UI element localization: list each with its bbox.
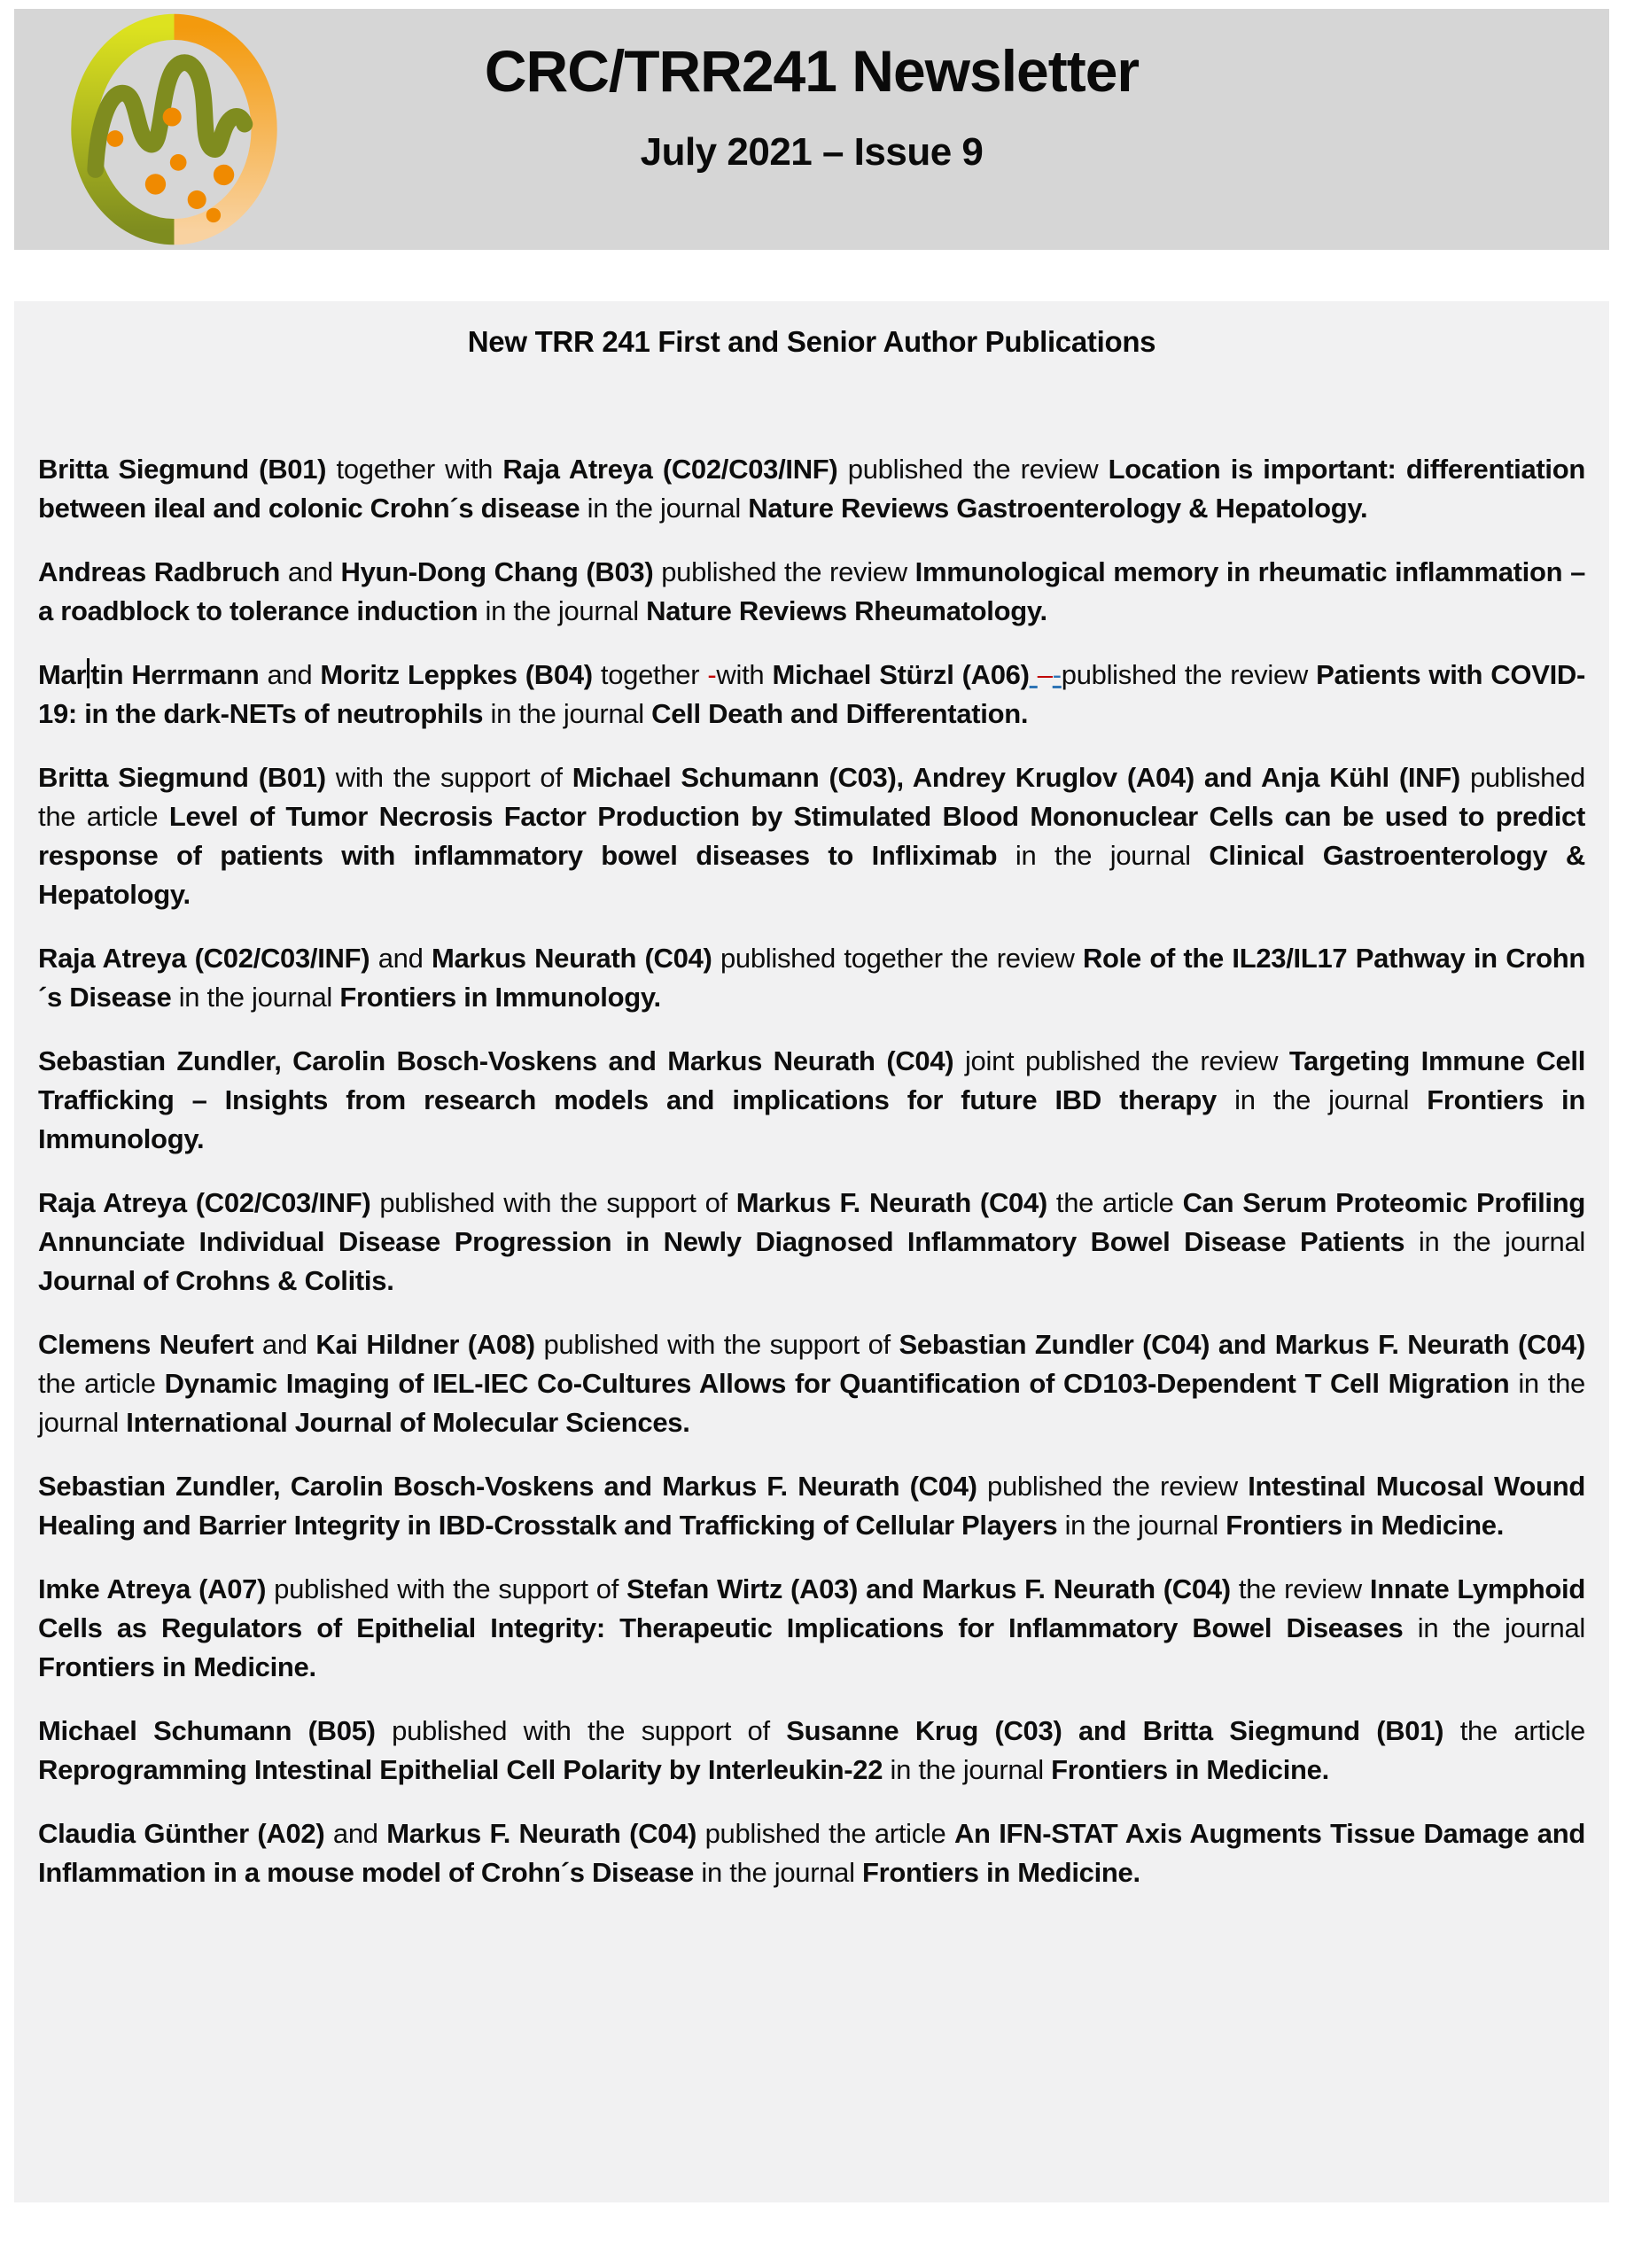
text-segment: Frontiers in Medicine. [862, 1857, 1140, 1888]
text-segment: Intestinal Mucosal Wound Healing and Barrier Integrity in IBD-Crosstalk and Trafficking of Cellular Players [38, 1471, 1585, 1541]
text-segment: Britta Siegmund (B01) [38, 762, 326, 793]
text-segment: Raja Atreya (C02/C03/INF) [38, 943, 370, 974]
text-segment: the article [38, 1368, 165, 1399]
publication-paragraph[interactable] [38, 450, 1585, 528]
text-segment: the article [1047, 1187, 1183, 1218]
text-segment: published the article [38, 762, 1585, 832]
text-segment: in the journal [580, 493, 749, 524]
text-segment: Frontiers in Medicine. [38, 1651, 316, 1682]
text-segment: Imke Atreya (A07) [38, 1573, 267, 1604]
text-segment: Hyun-Dong Chang (B03) [340, 556, 654, 587]
logo-dot [206, 208, 221, 222]
publications-section [14, 301, 1609, 2202]
text-segment: - [1052, 659, 1062, 690]
text-segment: published with the support of [534, 1329, 899, 1360]
text-segment: Michael Schumann (B05) [38, 1715, 376, 1746]
text-segment: Dynamic Imaging of IEL-IEC Co-Cultures Allows for Quantification of CD103-Dependent T Cell Migration [164, 1368, 1510, 1399]
text-segment: Michael Stürzl (A06) [772, 659, 1030, 690]
text-segment: in the journal [1404, 1226, 1585, 1257]
text-segment: Sebastian Zundler, Carolin Bosch-Voskens and Markus Neurath (C04) [38, 1045, 954, 1076]
text-segment: Role of the IL23/IL17 Pathway in Crohn´s Disease [38, 943, 1585, 1013]
publication-paragraph[interactable] [38, 939, 1585, 1017]
text-segment: in the journal [997, 840, 1210, 871]
text-segment: with the support of [325, 762, 572, 793]
publication-paragraph[interactable] [38, 1712, 1585, 1790]
text-segment: Patients with COVID-19: in the dark-NETs of neutrophils [38, 659, 1586, 729]
text-segment: published the review [977, 1471, 1249, 1502]
text-segment: published the review [653, 556, 915, 587]
text-segment: and [253, 1329, 316, 1360]
text-segment: An IFN-STAT Axis Augments Tissue Damage and Inflammation in a mouse model of Crohn´s Disease [38, 1818, 1585, 1888]
text-segment: in the journal [171, 982, 340, 1013]
text-segment: Moritz Leppkes (B04) [320, 659, 593, 690]
header-titles [14, 9, 1609, 175]
publication-paragraph[interactable] [38, 1814, 1585, 1892]
text-segment: Journal of Crohns & Colitis. [38, 1265, 394, 1296]
text-segment: Stefan Wirtz (A03) and Markus F. Neurath (C04) [626, 1573, 1231, 1604]
newsletter-header [14, 9, 1609, 250]
text-segment: Cell Death and Differentation. [651, 698, 1029, 729]
text-segment: Frontiers in Medicine. [1051, 1754, 1329, 1785]
text-segment: Innate Lymphoid Cells as Regulators of Epithelial Integrity: Therapeutic Implications for Inflammatory Bowel Diseases [38, 1573, 1585, 1643]
text-segment: Raja Atreya (C02/C03/INF) [38, 1187, 371, 1218]
text-segment: in the journal [883, 1754, 1052, 1785]
text-segment: in the journal [483, 698, 652, 729]
text-segment: International Journal of Molecular Sciences. [126, 1407, 690, 1438]
text-segment: Immunological memory in rheumatic inflammation – a roadblock to tolerance induction [38, 556, 1586, 626]
logo-dot [145, 174, 166, 194]
text-segment: Frontiers in Immunology. [339, 982, 661, 1013]
publication-paragraph[interactable] [38, 656, 1585, 734]
section-heading: New TRR 241 First and Senior Author Publications [467, 325, 1156, 358]
text-segment: in the journal [1217, 1084, 1428, 1115]
text-segment: in the journal [1403, 1612, 1586, 1643]
text-segment: tin Herrmann [90, 659, 260, 690]
text-segment: Targeting Immune Cell Trafficking – Insights from research models and implications for future IBD therapy [38, 1045, 1586, 1115]
text-segment: in the journal [694, 1857, 863, 1888]
text-segment: Sebastian Zundler (C04) and Markus F. Neurath (C04) [899, 1329, 1586, 1360]
text-segment [1030, 659, 1038, 690]
text-segment: in the journal [478, 595, 647, 626]
issue-subtitle: July 2021 – Issue 9 [640, 130, 984, 174]
text-segment: Claudia Günther (A02) [38, 1818, 325, 1849]
text-segment: Andreas Radbruch [38, 556, 281, 587]
text-segment: Reprogramming Intestinal Epithelial Cell Polarity by Interleukin-22 [38, 1754, 883, 1785]
logo-dot [188, 190, 206, 209]
text-segment: Mar [38, 659, 87, 690]
publication-paragraph[interactable] [38, 1184, 1585, 1301]
text-segment: Britta Siegmund (B01) [38, 454, 327, 485]
text-segment: the article [1443, 1715, 1585, 1746]
publication-paragraph[interactable] [38, 1570, 1585, 1687]
text-segment: together with [326, 454, 503, 485]
publication-paragraph[interactable] [38, 758, 1585, 914]
text-segment: Nature Reviews Gastroenterology & Hepatology. [748, 493, 1368, 524]
text-segment: Kai Hildner (A08) [315, 1329, 535, 1360]
text-segment: Clemens Neufert [38, 1329, 254, 1360]
text-segment: Sebastian Zundler, Carolin Bosch-Voskens and Markus F. Neurath (C04) [38, 1471, 977, 1502]
text-segment: Frontiers in Medicine. [1226, 1510, 1505, 1541]
text-segment: in the journal [1057, 1510, 1226, 1541]
text-segment: - [707, 659, 717, 690]
publication-paragraph[interactable] [38, 1325, 1585, 1442]
text-segment: published the review [837, 454, 1109, 485]
text-segment: published with the support of [375, 1715, 787, 1746]
text-segment: Frontiers in Immunology. [38, 1084, 1586, 1154]
text-segment: and [324, 1818, 387, 1849]
text-segment: Michael Schumann (C03), Andrey Kruglov (A04) and Anja Kühl (INF) [572, 762, 1460, 793]
text-segment: Location is important: differentiation between ileal and colonic Crohn´s disease [38, 454, 1585, 524]
publication-paragraph[interactable] [38, 1467, 1585, 1545]
text-segment: and [280, 556, 341, 587]
text-segment: with [716, 659, 773, 690]
publication-paragraph[interactable] [38, 553, 1585, 631]
text-segment: – [1037, 659, 1053, 690]
text-segment: Susanne Krug (C03) and Britta Siegmund (B01) [786, 1715, 1444, 1746]
text-segment: and [370, 943, 432, 974]
publication-paragraph[interactable] [38, 1042, 1585, 1159]
text-segment: published with the support of [266, 1573, 627, 1604]
text-segment: in the journal [38, 1368, 1585, 1438]
text-segment: Clinical Gastroenterology & Hepatology. [38, 840, 1585, 910]
publications-list[interactable] [38, 450, 1585, 1892]
text-segment: Nature Reviews Rheumatology. [646, 595, 1047, 626]
text-segment: together [592, 659, 708, 690]
text-segment: published together the review [712, 943, 1083, 974]
text-segment: Can Serum Proteomic Profiling Annunciate Individual Disease Progression in Newly Diagnosed Inflammatory Bowel Disease Patients [38, 1187, 1585, 1257]
text-segment: published with the support of [370, 1187, 736, 1218]
text-segment: Markus F. Neurath (C04) [386, 1818, 697, 1849]
text-segment: Markus Neurath (C04) [431, 943, 712, 974]
text-segment: the review [1230, 1573, 1370, 1604]
text-cursor-caret [87, 658, 89, 688]
text-segment: published the review [1061, 659, 1317, 690]
text-segment: Raja Atreya (C02/C03/INF) [502, 454, 838, 485]
page-title: CRC/TRR241 Newsletter [484, 38, 1140, 104]
text-segment: and [259, 659, 321, 690]
text-segment: Markus F. Neurath (C04) [735, 1187, 1047, 1218]
text-segment: joint published the review [953, 1045, 1289, 1076]
text-segment: published the article [696, 1818, 954, 1849]
text-segment: Level of Tumor Necrosis Factor Production by Stimulated Blood Mononuclear Cells can be used to predict response of patients with inflammatory bowel diseases to Infliximab [38, 801, 1585, 871]
